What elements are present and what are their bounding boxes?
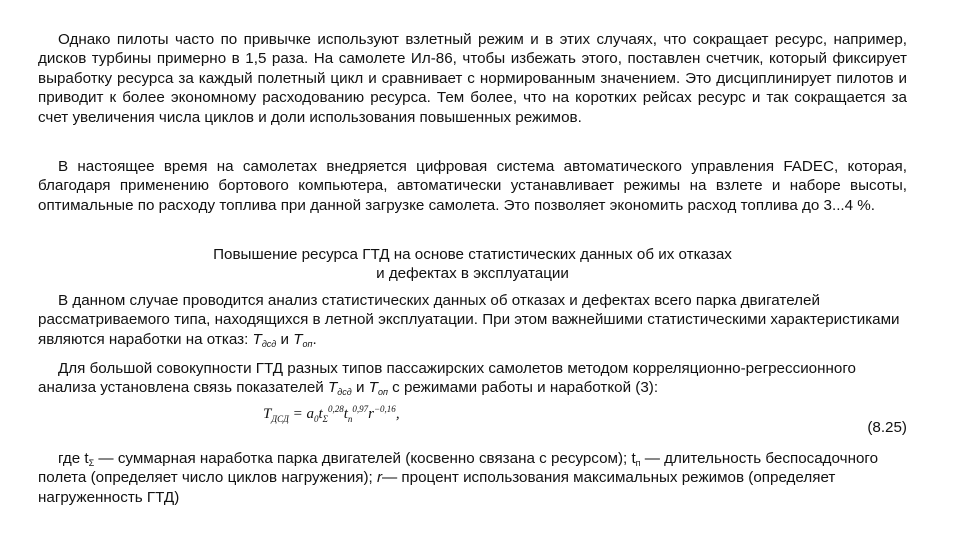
section-heading: [38, 245, 907, 284]
formula-8-25: $T_{ДСД} = a_0t_\Sigma^{0,28}t_п^{0,97}r^{-0,16}$,: [263, 403, 400, 424]
paragraph-5: где $t_\Sigma$ — суммарная наработка парка двигателей (косвенно связана с ресурсом); $t_п$ — длительность беспосадочного полета (определяет число циклов нагружения); r— процент использования максимальных режимов (определяет нагруженность ГТД): [38, 450, 879, 506]
var-t-dsd-2: $Т_{дсд}$: [327, 379, 352, 398]
heading-line-1: Повышение ресурса ГТД на основе статистических данных об их отказах: [213, 246, 732, 263]
var-t-op: $Т_{оп}$: [293, 330, 313, 349]
paragraph-3-text: В данном случае проводится анализ статистических данных об отказах и дефектах всего парка двигателей рассматриваемого типа, находящихся в летной эксплуатации. При этом важнейшими статистическими характеристиками являются наработки на отказ:: [38, 292, 900, 348]
paragraph-3: В данном случае проводится анализ статистических данных об отказах и дефектах всего парка двигателей рассматриваемого типа, находящихся в летной эксплуатации. При этом важнейшими статистическими характеристиками являются наработки на отказ: $Т_{дсд}$ и $Т_{оп}$.: [38, 292, 900, 349]
paragraph-2: В настоящее время на самолетах внедряется цифровая система автоматического управления FADEC, которая, благодаря применению бортового компьютера, автоматически устанавливает режимы на взлете и наборе высоты, оптимальные по расходу топлива при данной загрузке самолета. Это позволяет экономить расход топлива до 3...4 %.: [38, 158, 907, 214]
paragraph-2-block: [38, 157, 907, 215]
heading-line-2: и дефектах в эксплуатации: [376, 265, 569, 283]
var-t-op-2: $Т_{оп}$: [368, 379, 388, 398]
equation-number: (8.25): [867, 418, 907, 436]
paragraph-1: Однако пилоты часто по привычке используют взлетный режим и в этих случаях, что сокращает ресурс, например, дисков турбины примерно в 1,5 раза. На самолете Ил-86, чтобы избежать этого, поставлен счетчик, который фиксирует выработку ресурса за каждый полетный цикл и сравнивает с нормированным значением. Это дисциплинирует пилотов и приводит к более экономному расходованию ресурса. Тем более, что на коротких рейсах ресурс и так сокращается за счет увеличения числа циклов и доли использования повышенных режимов.: [38, 31, 907, 126]
var-t-dsd: $Т_{дсд}$: [252, 330, 277, 349]
paragraph-1-block: [38, 30, 907, 127]
paragraph-3-block: [38, 291, 907, 349]
paragraph-4-text: Для большой совокупности ГТД разных типов пассажирских самолетов методом корреляционно-регрессионного анализа установлена связь показателей: [38, 360, 856, 397]
paragraph-5-block: [38, 449, 907, 507]
paragraph-4-block: [38, 359, 907, 437]
var-r: r: [376, 469, 383, 487]
paragraph-4: Для большой совокупности ГТД разных типов пассажирских самолетов методом корреляционно-регрессионного анализа установлена связь показателей $Т_{дсд}$ и $Т_{оп}$ с режимами работы и наработкой $(3):T_{ДСД} = a_0t_\Sigma^{0,28}t_п^{0,97}r^{-0,16}$,: [38, 360, 856, 424]
